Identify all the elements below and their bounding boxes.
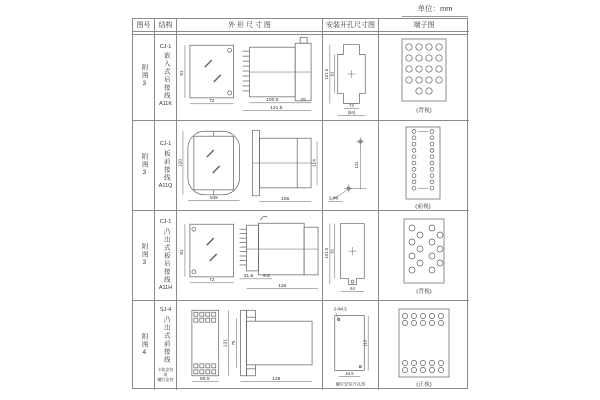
terminal-caption: (正视) xyxy=(416,382,432,388)
spec-table xyxy=(132,18,468,389)
hole-label: 2-Φ6 xyxy=(328,194,339,200)
header-mounting: 安装开孔尺寸图 xyxy=(323,19,379,32)
terminal-drawing-row4 xyxy=(379,301,469,390)
mounting-note: 卡轨安装 或 螺钉安装 xyxy=(157,366,174,383)
svg-text:25: 25 xyxy=(300,97,306,103)
svg-text:121: 121 xyxy=(223,338,229,348)
hole-label: 2-Φ4.5 xyxy=(333,306,347,312)
model-label: CJ-1 xyxy=(159,43,172,50)
fig-no-cell xyxy=(133,301,155,390)
outline-drawing-row1 xyxy=(177,32,322,121)
structure-cell xyxy=(155,121,177,211)
svg-text:72: 72 xyxy=(209,277,215,283)
svg-text:31.5: 31.5 xyxy=(243,273,254,279)
mounting-drawing-row3 xyxy=(323,211,378,301)
mounting-drawing-row1 xyxy=(323,32,378,121)
outline-drawing-cell xyxy=(177,32,323,121)
type-code: A11Q xyxy=(158,182,173,189)
svg-text:100.5: 100.5 xyxy=(266,97,279,103)
type-code: A11H xyxy=(158,284,173,291)
terminal-drawing-cell xyxy=(379,211,469,301)
structure-label: 凸出式前接线 xyxy=(162,315,170,364)
model-label: CJ-1 xyxy=(159,219,172,225)
unit-label: 单位：mm xyxy=(402,3,468,17)
structure-label: 嵌入式后接线 xyxy=(162,52,170,100)
svg-text:105: 105 xyxy=(209,195,218,201)
terminal-drawing-row1 xyxy=(379,32,469,121)
header-outline: 外 形 尺 寸 图 xyxy=(177,19,323,32)
terminal-drawing-row2 xyxy=(379,121,469,211)
structure-label: 板前接线 xyxy=(162,149,170,182)
mounting-caption: 螺钉安装开孔图 xyxy=(335,381,366,387)
mounting-drawing-cell xyxy=(323,211,379,301)
svg-text:156: 156 xyxy=(281,196,290,202)
outline-drawing-row2 xyxy=(177,121,322,211)
structure-label: 凸出式板后接线 xyxy=(162,227,170,284)
side-view xyxy=(240,216,318,289)
svg-text:44.5: 44.5 xyxy=(345,370,354,376)
front-view xyxy=(192,310,219,382)
terminal-drawing-cell xyxy=(379,301,469,390)
svg-text:101.5: 101.5 xyxy=(323,68,329,79)
model-label: SJ-4 xyxy=(159,307,172,314)
terminal-drawing-cell xyxy=(379,32,469,121)
front-view xyxy=(179,224,234,283)
header-terminal: 端子图 xyxy=(379,19,469,32)
svg-text:91: 91 xyxy=(179,69,185,76)
header-structure: 结构 xyxy=(155,19,177,32)
svg-text:9.5: 9.5 xyxy=(262,273,270,279)
svg-text:64: 64 xyxy=(350,285,355,291)
svg-text:120: 120 xyxy=(178,158,184,167)
fig-no: 附图4 xyxy=(140,333,148,358)
svg-text:91: 91 xyxy=(329,71,335,76)
terminal-drawing-row3 xyxy=(379,211,469,301)
side-view xyxy=(223,310,312,382)
terminal-caption: (背视) xyxy=(416,288,432,295)
svg-text:60.5: 60.5 xyxy=(199,376,210,382)
svg-text:91: 91 xyxy=(179,248,185,255)
mounting-drawing-row4 xyxy=(323,301,378,390)
header-fig-no: 图号 xyxy=(133,19,155,32)
svg-text:114: 114 xyxy=(312,158,318,167)
mounting-drawing-cell xyxy=(323,301,379,390)
structure-cell xyxy=(155,32,177,121)
fig-no-cell xyxy=(133,32,155,121)
outline-drawing-cell xyxy=(177,121,323,211)
side-view xyxy=(243,37,312,111)
svg-text:131: 131 xyxy=(353,160,359,169)
front-view xyxy=(179,45,234,104)
fig-no: 附图3 xyxy=(140,63,148,89)
mounting-drawing-cell xyxy=(323,121,379,211)
side-view xyxy=(252,130,317,202)
svg-text:72: 72 xyxy=(209,98,215,104)
outline-drawing-row3 xyxy=(177,211,322,301)
structure-cell xyxy=(155,301,177,390)
svg-text:110: 110 xyxy=(362,339,368,347)
svg-text:128: 128 xyxy=(272,376,281,382)
svg-text:121.5: 121.5 xyxy=(270,105,283,111)
terminal-caption: (前视) xyxy=(415,203,431,210)
svg-text:74: 74 xyxy=(349,102,354,108)
svg-text:91: 91 xyxy=(329,248,335,253)
fig-no: 附图3 xyxy=(140,243,148,268)
type-code: A11K xyxy=(158,101,173,107)
fig-no-cell xyxy=(133,211,155,301)
fig-no-cell xyxy=(133,121,155,211)
mounting-drawing-cell xyxy=(323,32,379,121)
structure-cell xyxy=(155,211,177,301)
model-label: CJ-1 xyxy=(159,141,172,147)
svg-text:(84): (84) xyxy=(347,109,356,115)
svg-text:101.5: 101.5 xyxy=(323,247,329,258)
svg-text:126: 126 xyxy=(278,283,287,289)
terminal-caption: (背视) xyxy=(416,107,432,114)
fig-no: 附图3 xyxy=(140,153,148,178)
front-view xyxy=(177,131,239,201)
mounting-drawing-row2 xyxy=(323,121,378,211)
outline-drawing-cell xyxy=(177,301,323,390)
svg-text:75: 75 xyxy=(231,340,237,346)
outline-drawing-cell xyxy=(177,211,323,301)
outline-drawing-row4 xyxy=(177,301,322,390)
terminal-drawing-cell xyxy=(379,121,469,211)
